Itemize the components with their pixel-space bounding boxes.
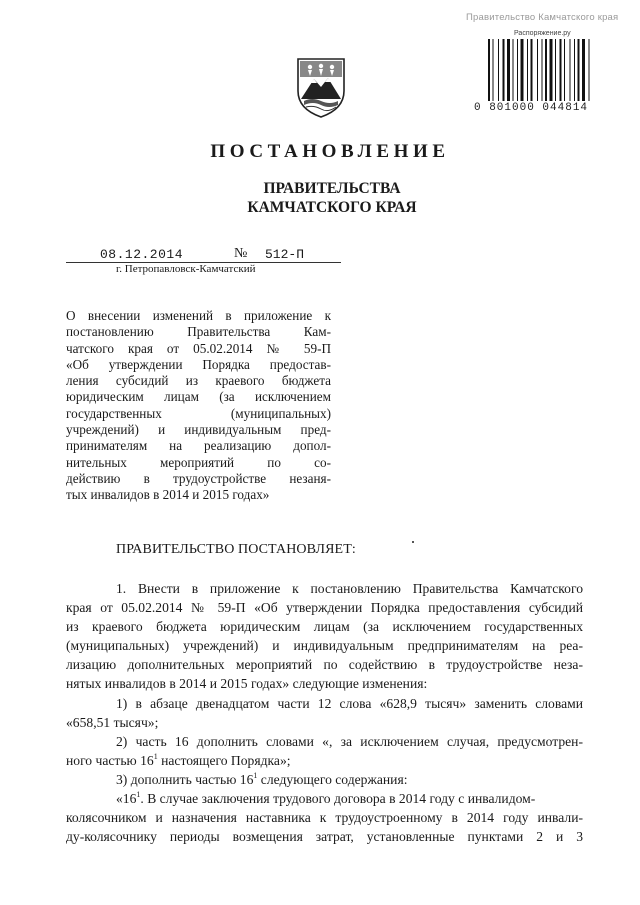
subject-line: нительных мероприятий по со-	[66, 454, 331, 470]
subject-line: государственных (муниципальных)	[66, 405, 331, 421]
text-run: . В случае заключения трудового договора в 2014 году с инвалидом-	[140, 791, 536, 807]
subject-line: учреждений) и индивидуальным пред-	[66, 422, 331, 438]
text-run: настоящего Порядка»;	[157, 752, 291, 768]
subject-line: «Об утверждении Порядка предостав-	[66, 356, 331, 372]
text-run: «16	[116, 791, 137, 807]
issue-city: г. Петропавловск-Камчатский	[116, 263, 256, 275]
body-line: колясочником и назначения наставника к трудоустроенному в 2014 году инвали-	[66, 810, 583, 826]
document-subject	[66, 308, 331, 504]
body-line: ду-колясочнику периоды возмещения затрат, установленные пунктами 2 и 3	[66, 829, 583, 845]
document-date: 08.12.2014	[100, 247, 184, 262]
text-run: следующего содержания:	[257, 771, 408, 787]
resolving-clause: ПРАВИТЕЛЬСТВО ПОСТАНОВЛЯЕТ:	[116, 542, 356, 557]
body-line	[66, 751, 583, 770]
subject-line: юридическим лицам (за исключением	[66, 389, 331, 405]
superscript: 1	[153, 751, 158, 761]
barcode-image	[488, 39, 618, 101]
body-line: края от 05.02.2014 № 59-П «Об утверждении Порядка предоставления субсидий	[66, 600, 583, 616]
subject-line: ления субсидий из краевого бюджета	[66, 373, 331, 389]
number-sign: №	[234, 246, 248, 261]
superscript: 1	[136, 790, 141, 800]
document-type-title: ПОСТАНОВЛЕНИЕ	[210, 141, 450, 162]
document-number: 512-П	[265, 247, 305, 262]
scan-speck	[412, 541, 414, 543]
text-run: ного частью 16	[66, 752, 154, 768]
body-line: (муниципальных) учреждений) и индивидуальным предпринимателям на реа-	[66, 638, 583, 654]
issuer-line-2: КАМЧАТСКОГО КРАЯ	[247, 199, 417, 216]
barcode-caption: Распоряжение.ру	[514, 30, 571, 37]
body-line: «658,51 тысяч»;	[66, 714, 159, 730]
body-line: 1) в абзаце двенадцатом части 12 слова «628,9 тысяч» заменить словами	[116, 695, 583, 711]
text-run: 3) дополнить частью 16	[116, 771, 254, 787]
document-body	[66, 579, 583, 846]
subject-line: постановлению Правительства Кам-	[66, 324, 331, 340]
body-line	[66, 789, 583, 808]
subject-line: тых инвалидов в 2014 и 2015 годах»	[66, 487, 270, 503]
body-line: нятых инвалидов в 2014 и 2015 годах» следующие изменения:	[66, 676, 428, 692]
barcode-number: 0 801000 044814	[474, 102, 589, 114]
subject-line: О внесении изменений в приложение к	[66, 308, 331, 323]
body-line: 1. Внести в приложение к постановлению Правительства Камчатского	[116, 581, 583, 596]
date-number-row	[66, 244, 341, 264]
kamchatka-coat-of-arms-icon	[294, 55, 348, 119]
subject-line: чатского края от 05.02.2014 № 59-П	[66, 340, 331, 356]
registration-stamp: Правительство Камчатского края	[466, 12, 619, 23]
issuer-line-1: ПРАВИТЕЛЬСТВА	[263, 180, 401, 197]
body-line: 2) часть 16 дополнить словами «, за исключением случая, предусмотрен-	[116, 733, 583, 749]
subject-line: действию в трудоустройстве незаня-	[66, 470, 331, 486]
subject-line: принимателям на реализацию допол-	[66, 438, 331, 454]
body-line	[66, 770, 583, 789]
body-line: лизацию дополнительных мероприятий по содействию в трудоустройстве неза-	[66, 657, 583, 673]
superscript: 1	[253, 770, 258, 780]
body-line: из краевого бюджета юридическим лицам (за исключением государственных	[66, 619, 583, 635]
